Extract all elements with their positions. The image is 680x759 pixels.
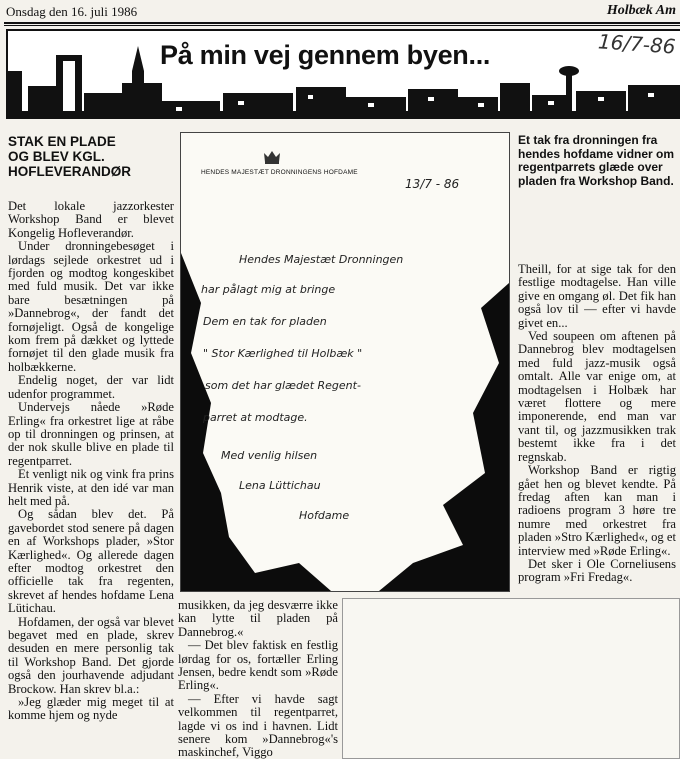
photo-caption: Et tak fra dronningen fra hendes hofdame vidner om regentparrets glæde over pladen fra Workshop Band. — [518, 133, 675, 188]
paragraph: Det sker i Ole Corneliusens program »Fri Fredag«. — [518, 556, 676, 585]
paragraph: — Efter vi havde sagt velkommen til regentparret, lagde vi os ind i havnen. Lidt senere kom »Dannebrog«'s maskinchef, Viggo — [178, 691, 338, 759]
letter-line: Med venlig hilsen — [221, 449, 318, 462]
empty-box — [342, 598, 680, 759]
paragraph: »Jeg glæder mig meget til at komme hjem og nyde — [8, 695, 174, 723]
paragraph: — Det blev faktisk en festlig lørdag for os, fortæller Erling Jensen, bedre kendt som »Røde Erling«. — [178, 638, 338, 693]
letter-line: har pålagt mig at bringe — [201, 283, 336, 296]
paragraph: Workshop Band er rigtig gået hen og blevet kendte. På fredag aften kan man i radioens program 3 høre tre numre med orkestret fra pladen »Stro Kærlighed«, og et interview med »Røde Erling«. — [518, 463, 676, 558]
letter-date: 13/7 - 86 — [405, 177, 460, 191]
letter-line: Hendes Majestæt Dronningen — [239, 253, 404, 266]
paragraph: Det lokale jazzorkester Workshop Band er blevet Kongelig Hofleverandør. — [8, 199, 174, 240]
paragraph: musikken, da jeg desværre ikke kan lytte til pladen på Dannebrog.« — [178, 598, 338, 639]
headline-line: OG BLEV KGL. — [8, 149, 105, 164]
headline-line: STAK EN PLADE — [8, 134, 116, 149]
paragraph: Et venligt nik og vink fra prins Henrik viste, at den idé var man helt med på. — [8, 467, 174, 508]
header-rule — [4, 22, 680, 24]
banner-title: På min vej gennem byen... — [160, 40, 491, 70]
paragraph: Undervejs nåede »Røde Erling« fra orkestret lige at råbe op til dronningen og prinsen, at der nok skulle blive en plade til regentparret. — [8, 400, 174, 468]
letter-line: " Stor Kærlighed til Holbæk " — [203, 347, 363, 360]
letter-line: Dem en tak for pladen — [203, 315, 327, 328]
header-rule-thin — [4, 25, 680, 26]
dateline: Onsdag den 16. juli 1986 — [6, 4, 138, 19]
paragraph: Ved soupeen om aftenen på Dannebrog blev modtagelsen med fuld jazz-musik også omtalt. Alle var enige om, at modtagelsen i Holbæk har været flottere og mere imponerende, end man var vant til, og jazzmusikken trak bestemt ikke fra i det regnskab. — [518, 329, 676, 464]
handwritten-date: 16/7-86 — [597, 29, 677, 59]
article-column-3 — [518, 263, 676, 585]
letter-photo-background — [181, 133, 509, 591]
letter-signature: Lena Lüttichau — [239, 479, 321, 492]
crown-icon — [263, 149, 281, 165]
letterhead: HENDES MAJESTÆT DRONNINGENS HOFDAME — [201, 169, 358, 176]
letter-line: som det har glædet Regent- — [205, 379, 361, 392]
article-headline — [8, 134, 178, 179]
article-column-2 — [178, 599, 338, 759]
letter-title: Hofdame — [299, 509, 350, 522]
paragraph: Under dronningebesøget i lørdags sejlede orkestret ud i fjorden og modtog kongeskibet med fuld musik. Det var ikke bare besætningen på »Dannebrog«, der fandt det fornøjeligt. Også de kongelige kom frem på dækket og lyttede fornøjet til den glade musik fra holbækkerne. — [8, 239, 174, 374]
paragraph: Theill, for at sige tak for den festlige modtagelse. Han ville give en omgang øl. Det fik han også lov til — efter vi havde givet en... — [518, 262, 676, 330]
article-column-1 — [8, 200, 174, 723]
newspaper-name: Holbæk Am — [606, 3, 676, 18]
paragraph: Endelig noget, der var lidt udenfor programmet. — [8, 373, 174, 401]
paragraph: Og sådan blev det. På gavebordet stod senere på dagen en af Workshops plader, »Stor Kærlighed«. Og allerede dagen efter modtog orkestret den officielle tak fra regenten, skrevet af hendes hofdame Lena Lütichau. — [8, 507, 174, 616]
headline-line: HOFLEVERANDØR — [8, 164, 132, 179]
paragraph: Hofdamen, der også var blevet begavet med en plade, skrev desuden en mere personlig tak til Workshop Band. Det gjorde også den jourhavende adjudant Brockow. Han skrev bl.a.: — [8, 614, 174, 696]
letter-photo — [180, 132, 510, 592]
letter-line: parret at modtage. — [203, 411, 308, 424]
